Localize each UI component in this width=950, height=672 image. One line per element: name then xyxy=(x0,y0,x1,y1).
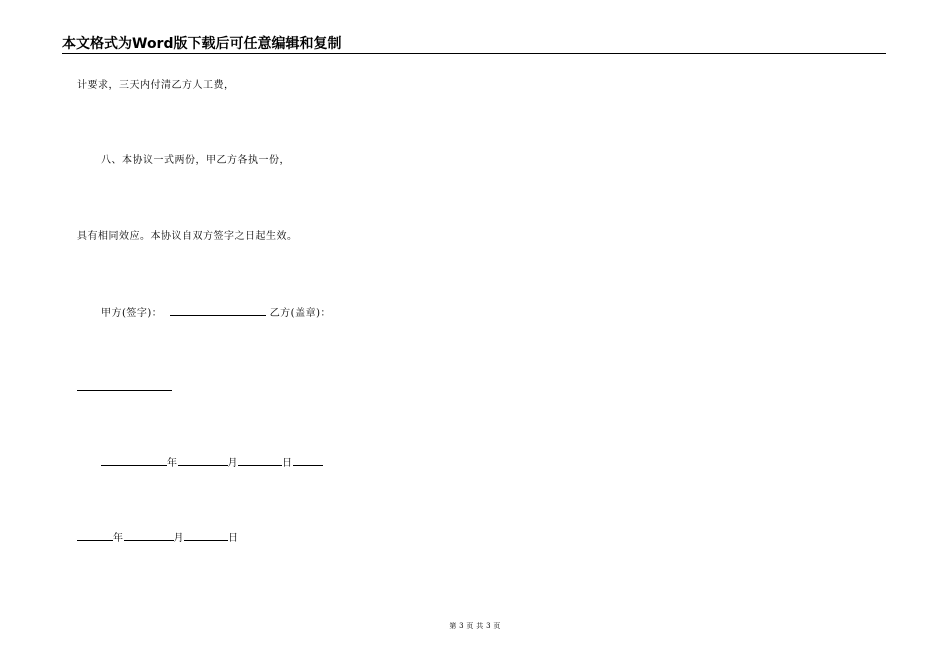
document-header-title: 本文格式为Word版下载后可任意编辑和复制 xyxy=(62,36,342,52)
trailing-blank xyxy=(293,455,323,466)
month-blank xyxy=(124,530,174,541)
month-label: 月 xyxy=(173,533,184,544)
body-line-copies: 八、本协议一式两份，甲乙方各执一份， xyxy=(101,155,290,166)
signature-line xyxy=(101,305,331,320)
date-line-party-b xyxy=(77,530,239,545)
year-label: 年 xyxy=(167,458,178,469)
day-blank xyxy=(238,455,282,466)
page-number-footer: 第 3 页 共 3 页 xyxy=(449,622,501,630)
party-a-signature-blank xyxy=(170,305,266,316)
date-line-party-a xyxy=(101,455,323,470)
month-blank xyxy=(178,455,228,466)
party-b-label: 乙方(盖章)： xyxy=(269,308,331,319)
party-b-signature-blank xyxy=(77,380,172,391)
day-blank xyxy=(184,530,228,541)
body-line-effective: 具有相同效应。本协议自双方签字之日起生效。 xyxy=(77,231,298,242)
day-label: 日 xyxy=(228,533,239,544)
day-label: 日 xyxy=(282,458,293,469)
header-divider xyxy=(62,53,886,54)
year-blank xyxy=(77,530,113,541)
month-label: 月 xyxy=(227,458,238,469)
body-line-payment: 计要求，三天内付清乙方人工费， xyxy=(77,80,235,91)
year-label: 年 xyxy=(113,533,124,544)
party-b-signature-line xyxy=(77,380,172,395)
party-a-label: 甲方(签字)： xyxy=(101,308,163,319)
year-blank xyxy=(101,455,167,466)
